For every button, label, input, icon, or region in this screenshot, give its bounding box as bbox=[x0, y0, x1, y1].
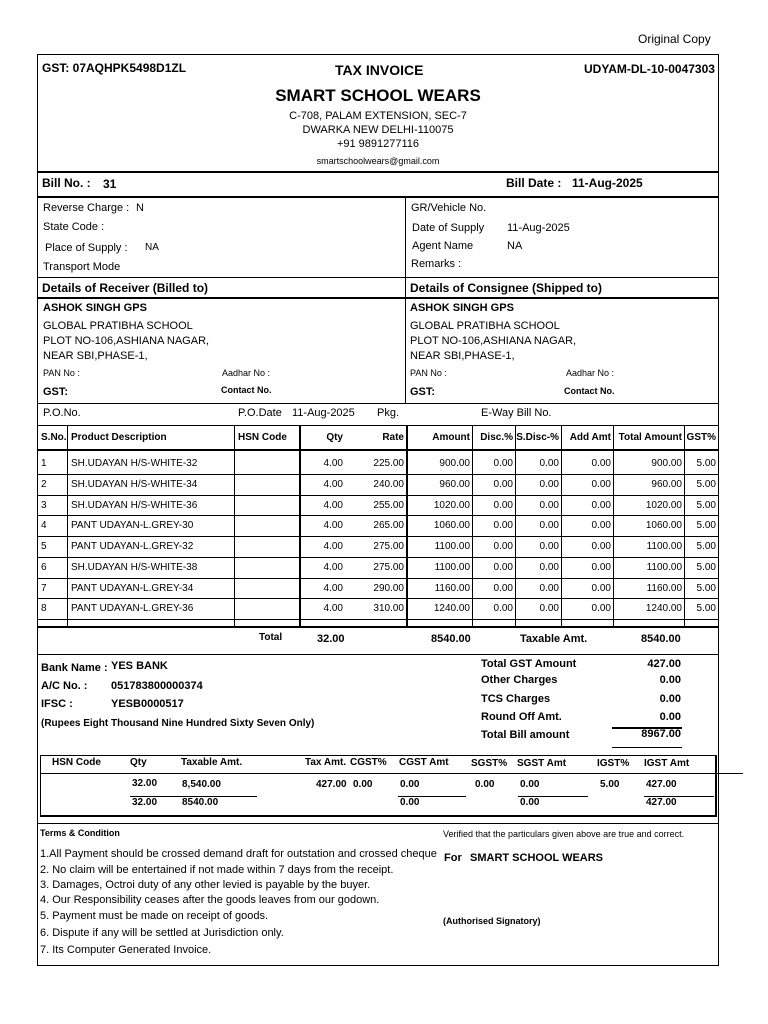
table-cell: 6 bbox=[41, 561, 47, 573]
table-cell: 0.00 bbox=[591, 561, 611, 573]
column-header: GST% bbox=[686, 432, 716, 443]
authorised-signatory: (Authorised Signatory) bbox=[443, 916, 541, 926]
table-cell: 5.00 bbox=[696, 561, 716, 573]
column-header: Total Amount bbox=[618, 432, 682, 443]
tax-total-sgst: 0.00 bbox=[520, 797, 540, 808]
tcs-charges-label: TCS Charges bbox=[481, 693, 551, 705]
column-header: Product Description bbox=[71, 432, 167, 443]
terms-heading: Terms & Condition bbox=[40, 828, 120, 838]
table-cell: 265.00 bbox=[373, 520, 404, 532]
table-row bbox=[38, 474, 718, 495]
table-cell: 275.00 bbox=[373, 561, 404, 573]
table-cell: 0.00 bbox=[539, 478, 559, 490]
divider bbox=[405, 298, 406, 403]
company-address-1: C-708, PALAM EXTENSION, SEC-7 bbox=[289, 110, 467, 122]
company-email: smartschoolwears@gmail.com bbox=[316, 156, 440, 166]
remarks-label: Remarks : bbox=[411, 258, 462, 270]
table-cell: SH.UDAYAN H/S-WHITE-32 bbox=[71, 458, 198, 469]
tax-header-cgst-amt: CGST Amt bbox=[399, 757, 449, 768]
table-cell: 3 bbox=[41, 499, 47, 511]
divider bbox=[37, 297, 719, 299]
taxable-label: Taxable Amt. bbox=[520, 633, 588, 645]
date-of-supply-label: Date of Supply bbox=[412, 222, 485, 234]
receiver-aadhar-label: Aadhar No : bbox=[222, 368, 271, 378]
agent-name-value: NA bbox=[507, 240, 523, 252]
table-row bbox=[38, 598, 718, 619]
tax-header-tax-amt: Tax Amt. bbox=[305, 757, 347, 768]
table-cell: SH.UDAYAN H/S-WHITE-34 bbox=[71, 478, 198, 490]
receiver-address-1: GLOBAL PRATIBHA SCHOOL bbox=[43, 320, 193, 332]
table-cell: 255.00 bbox=[373, 499, 404, 511]
table-cell: 0.00 bbox=[493, 499, 513, 511]
consignee-address-1: GLOBAL PRATIBHA SCHOOL bbox=[410, 320, 560, 332]
terms-item: 3. Damages, Octroi duty of any other levied is payable by the buyer. bbox=[40, 879, 371, 891]
eway-bill-label: E-Way Bill No. bbox=[481, 407, 552, 419]
table-cell: PANT UDAYAN-L.GREY-34 bbox=[71, 582, 194, 594]
place-of-supply-value: NA bbox=[145, 242, 159, 253]
receiver-gst-label: GST: bbox=[43, 386, 69, 398]
tax-header-igst-pct: IGST% bbox=[597, 758, 630, 769]
table-cell: 0.00 bbox=[591, 603, 611, 615]
table-row bbox=[38, 515, 718, 536]
table-row bbox=[38, 557, 718, 578]
table-cell: 4.00 bbox=[323, 561, 343, 573]
terms-item: 1.All Payment should be crossed demand draft for outstation and crossed cheque bbox=[40, 848, 437, 860]
gr-vehicle-label: GR/Vehicle No. bbox=[411, 202, 487, 214]
table-cell: 4.00 bbox=[323, 478, 343, 490]
bank-name-label: Bank Name : bbox=[41, 662, 108, 674]
bill-date: 11-Aug-2025 bbox=[572, 176, 643, 190]
table-cell: 5.00 bbox=[696, 541, 716, 552]
table-cell: PANT UDAYAN-L.GREY-30 bbox=[71, 520, 194, 532]
po-no-label: P.O.No. bbox=[43, 407, 81, 419]
tax-row-igst-pct: 5.00 bbox=[600, 779, 620, 790]
tax-row-cgst-pct: 0.00 bbox=[353, 779, 373, 790]
table-cell: 4.00 bbox=[323, 582, 343, 594]
company-address-2: DWARKA NEW DELHI-110075 bbox=[302, 124, 454, 136]
table-cell: 1020.00 bbox=[433, 499, 470, 511]
divider bbox=[37, 654, 719, 655]
tax-row-qty: 32.00 bbox=[132, 778, 158, 789]
table-cell: 8 bbox=[41, 603, 47, 615]
receiver-contact-label: Contact No. bbox=[221, 385, 272, 395]
table-row bbox=[38, 536, 718, 557]
table-cell: 1 bbox=[41, 458, 47, 469]
table-cell: 900.00 bbox=[651, 458, 682, 469]
copy-label: Original Copy bbox=[638, 32, 711, 46]
consignee-name: ASHOK SINGH GPS bbox=[410, 302, 514, 314]
divider bbox=[612, 747, 682, 748]
table-cell: 0.00 bbox=[539, 603, 559, 615]
table-cell: 0.00 bbox=[539, 499, 559, 511]
table-cell: 0.00 bbox=[493, 561, 513, 573]
divider bbox=[37, 823, 719, 824]
table-cell: SH.UDAYAN H/S-WHITE-38 bbox=[71, 561, 198, 573]
pkg-label: Pkg. bbox=[377, 407, 400, 419]
round-off-label: Round Off Amt. bbox=[481, 711, 562, 723]
seller-gst: GST: 07AQHPK5498D1ZL bbox=[42, 61, 187, 75]
divider bbox=[37, 425, 719, 426]
reverse-charge-label: Reverse Charge : bbox=[43, 202, 130, 214]
table-cell: 900.00 bbox=[439, 458, 470, 469]
tax-row-tax-amt: 427.00 bbox=[316, 779, 347, 790]
table-cell: 1160.00 bbox=[646, 582, 682, 594]
receiver-heading: Details of Receiver (Billed to) bbox=[42, 281, 209, 295]
table-cell: 0.00 bbox=[539, 582, 559, 594]
table-cell: 4.00 bbox=[323, 603, 343, 615]
state-code-label: State Code : bbox=[43, 221, 105, 233]
table-cell: 240.00 bbox=[373, 478, 404, 490]
verified-statement: Verified that the particulars given above are true and correct. bbox=[443, 829, 685, 839]
table-cell: 1240.00 bbox=[433, 603, 470, 615]
table-cell: 4.00 bbox=[323, 520, 343, 532]
tax-total-cgst: 0.00 bbox=[400, 797, 420, 808]
column-header: Add Amt bbox=[569, 432, 611, 443]
table-cell: 0.00 bbox=[493, 478, 513, 490]
column-header: Rate bbox=[382, 432, 404, 443]
consignee-contact-label: Contact No. bbox=[564, 386, 615, 396]
tax-total-taxable: 8540.00 bbox=[182, 797, 219, 808]
po-date-value: 11-Aug-2025 bbox=[292, 407, 355, 419]
agent-name-label: Agent Name bbox=[412, 240, 474, 252]
table-cell: 0.00 bbox=[493, 520, 513, 532]
consignee-address-2: PLOT NO-106,ASHIANA NAGAR, bbox=[410, 335, 577, 347]
tax-row-sgst-pct: 0.00 bbox=[475, 779, 495, 790]
table-cell: 1100.00 bbox=[646, 561, 682, 573]
tcs-charges-value: 0.00 bbox=[659, 693, 681, 705]
tax-header-hsn: HSN Code bbox=[52, 757, 101, 768]
table-cell: 1020.00 bbox=[645, 499, 682, 511]
table-cell: 0.00 bbox=[591, 499, 611, 511]
divider bbox=[37, 196, 719, 198]
table-cell: 0.00 bbox=[591, 458, 611, 469]
consignee-pan-label: PAN No : bbox=[410, 368, 447, 378]
tax-row-igst-amt: 427.00 bbox=[646, 779, 677, 790]
consignee-gst-label: GST: bbox=[410, 386, 436, 398]
table-cell: 1060.00 bbox=[645, 520, 682, 532]
total-qty: 32.00 bbox=[317, 633, 345, 645]
bank-name-value: YES BANK bbox=[111, 660, 168, 672]
table-cell: 0.00 bbox=[493, 458, 513, 469]
column-header: Qty bbox=[326, 432, 343, 443]
company-name: SMART SCHOOL WEARS bbox=[275, 86, 481, 105]
column-header: HSN Code bbox=[238, 432, 287, 443]
table-cell: 1240.00 bbox=[645, 603, 682, 615]
table-row bbox=[38, 578, 718, 599]
column-header: S.No. bbox=[41, 432, 67, 443]
table-cell: 1100.00 bbox=[434, 561, 470, 573]
table-cell: 5 bbox=[41, 541, 47, 552]
for-company: SMART SCHOOL WEARS bbox=[470, 852, 604, 864]
total-gst-label: Total GST Amount bbox=[481, 658, 577, 670]
round-off-value: 0.00 bbox=[659, 711, 681, 723]
ifsc-label: IFSC : bbox=[41, 698, 73, 710]
ifsc-value: YESB0000517 bbox=[111, 698, 184, 710]
table-cell: 5.00 bbox=[696, 582, 716, 594]
total-gst-value: 427.00 bbox=[647, 658, 681, 670]
table-cell: 0.00 bbox=[539, 561, 559, 573]
table-cell: 290.00 bbox=[373, 582, 404, 594]
table-cell: 0.00 bbox=[539, 458, 559, 469]
bill-no: 31 bbox=[103, 177, 117, 191]
table-cell: 960.00 bbox=[439, 478, 470, 490]
consignee-heading: Details of Consignee (Shipped to) bbox=[410, 281, 603, 295]
table-cell: 4.00 bbox=[323, 458, 343, 469]
consignee-address-3: NEAR SBI,PHASE-1, bbox=[410, 350, 515, 362]
table-cell: 310.00 bbox=[373, 603, 404, 615]
account-no-label: A/C No. : bbox=[41, 680, 88, 692]
divider bbox=[37, 449, 719, 451]
tax-total-qty: 32.00 bbox=[132, 797, 158, 808]
bill-no-label: Bill No. : bbox=[42, 176, 91, 190]
table-cell: 0.00 bbox=[493, 582, 513, 594]
table-cell: 2 bbox=[41, 478, 47, 490]
tax-row-taxable: 8,540.00 bbox=[182, 779, 221, 790]
tax-header-cgst-pct: CGST% bbox=[350, 757, 387, 768]
tax-header-sgst-amt: SGST Amt bbox=[517, 758, 567, 769]
receiver-address-3: NEAR SBI,PHASE-1, bbox=[43, 350, 148, 362]
table-cell: 1060.00 bbox=[433, 520, 470, 532]
transport-mode-label: Transport Mode bbox=[43, 261, 121, 273]
table-cell: 0.00 bbox=[539, 541, 559, 552]
tax-row-sgst-amt: 0.00 bbox=[520, 779, 540, 790]
table-cell: 5.00 bbox=[696, 478, 716, 490]
divider bbox=[37, 403, 719, 404]
column-header: Disc.% bbox=[480, 432, 513, 443]
table-row bbox=[38, 495, 718, 516]
other-charges-label: Other Charges bbox=[481, 674, 558, 686]
table-cell: 5.00 bbox=[696, 520, 716, 532]
divider bbox=[37, 626, 719, 628]
terms-item: 4. Our Responsibility ceases after the goods leaves from our godown. bbox=[40, 894, 380, 906]
reverse-charge-value: N bbox=[136, 202, 144, 214]
table-cell: 0.00 bbox=[493, 603, 513, 615]
bill-date-label: Bill Date : bbox=[506, 176, 562, 190]
table-cell: PANT UDAYAN-L.GREY-36 bbox=[71, 603, 194, 615]
column-header: Amount bbox=[432, 432, 470, 443]
other-charges-value: 0.00 bbox=[659, 674, 681, 686]
table-cell: 5.00 bbox=[696, 603, 716, 615]
table-cell: 4.00 bbox=[323, 541, 343, 552]
table-cell: 0.00 bbox=[591, 478, 611, 490]
terms-item: 2. No claim will be entertained if not made within 7 days from the receipt. bbox=[40, 864, 394, 876]
table-cell: 0.00 bbox=[591, 541, 611, 552]
tax-header-igst-amt: IGST Amt bbox=[644, 758, 690, 769]
table-cell: 4 bbox=[41, 520, 47, 532]
table-cell: 0.00 bbox=[591, 582, 611, 594]
table-cell: 0.00 bbox=[493, 541, 513, 552]
taxable-value: 8540.00 bbox=[641, 633, 681, 645]
table-cell: 0.00 bbox=[591, 520, 611, 532]
receiver-pan-label: PAN No : bbox=[43, 368, 80, 378]
place-of-supply-label: Place of Supply : bbox=[45, 242, 128, 254]
udyam-number: UDYAM-DL-10-0047303 bbox=[584, 62, 715, 76]
table-cell: 1100.00 bbox=[434, 541, 470, 552]
table-cell: 5.00 bbox=[696, 458, 716, 469]
terms-item: 7. Its Computer Generated Invoice. bbox=[40, 944, 212, 956]
column-header: S.Disc-% bbox=[516, 432, 559, 443]
table-row bbox=[38, 453, 718, 474]
receiver-address-2: PLOT NO-106,ASHIANA NAGAR, bbox=[43, 335, 210, 347]
row-divider bbox=[37, 619, 719, 620]
table-cell: 1160.00 bbox=[434, 582, 470, 594]
total-bill-label: Total Bill amount bbox=[481, 729, 570, 741]
date-of-supply-value: 11-Aug-2025 bbox=[507, 222, 570, 234]
table-cell: 7 bbox=[41, 582, 47, 594]
po-date-label: P.O.Date bbox=[238, 407, 282, 419]
total-amount: 8540.00 bbox=[431, 633, 471, 645]
account-no-value: 051783800000374 bbox=[111, 680, 203, 692]
consignee-aadhar-label: Aadhar No : bbox=[566, 368, 615, 378]
table-cell: 225.00 bbox=[373, 458, 404, 469]
tax-total-igst: 427.00 bbox=[646, 797, 677, 808]
total-label: Total bbox=[259, 632, 283, 643]
table-cell: 960.00 bbox=[651, 478, 682, 490]
divider bbox=[716, 773, 743, 774]
divider bbox=[405, 197, 406, 297]
table-cell: 4.00 bbox=[323, 499, 343, 511]
amount-in-words: (Rupees Eight Thousand Nine Hundred Sixty Seven Only) bbox=[41, 718, 315, 729]
table-cell: 0.00 bbox=[539, 520, 559, 532]
divider bbox=[37, 277, 719, 278]
tax-row-cgst-amt: 0.00 bbox=[400, 779, 420, 790]
table-cell: 1100.00 bbox=[646, 541, 682, 552]
company-phone: +91 9891277116 bbox=[336, 138, 420, 150]
tax-header-taxable: Taxable Amt. bbox=[181, 757, 243, 768]
tax-header-sgst-pct: SGST% bbox=[471, 758, 508, 769]
total-bill-value: 8967.00 bbox=[641, 728, 681, 740]
receiver-name: ASHOK SINGH GPS bbox=[43, 302, 147, 314]
divider bbox=[41, 773, 716, 774]
tax-header-qty: Qty bbox=[130, 757, 147, 768]
invoice-title: TAX INVOICE bbox=[335, 62, 424, 78]
terms-item: 5. Payment must be made on receipt of goods. bbox=[40, 910, 269, 922]
table-cell: SH.UDAYAN H/S-WHITE-36 bbox=[71, 499, 198, 511]
table-cell: PANT UDAYAN-L.GREY-32 bbox=[71, 541, 194, 552]
table-cell: 5.00 bbox=[696, 499, 716, 511]
divider bbox=[37, 171, 719, 173]
table-cell: 275.00 bbox=[373, 541, 404, 552]
terms-item: 6. Dispute if any will be settled at Jurisdiction only. bbox=[40, 927, 284, 939]
for-label: For bbox=[444, 852, 462, 864]
